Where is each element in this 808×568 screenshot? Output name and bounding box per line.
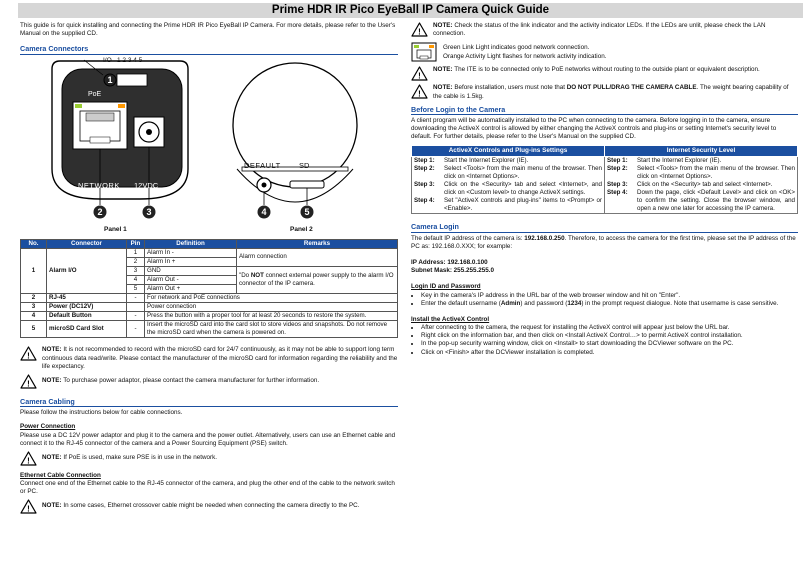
step-label: Step 3: xyxy=(414,181,435,189)
led-legend-text xyxy=(443,43,606,62)
remark-text: "Do xyxy=(239,271,251,279)
remark-bold: NOT xyxy=(250,271,264,279)
cell-connector: Alarm I/O xyxy=(47,248,127,293)
cell-pin: - xyxy=(127,321,145,338)
col-header-definition: Definition xyxy=(145,239,237,248)
cell-def: Power connection xyxy=(145,303,398,312)
cell-no: 2 xyxy=(21,294,47,303)
note-bold-text: DO NOT PULL/DRAG THE CAMERA CABLE xyxy=(566,84,697,92)
cell-no: 4 xyxy=(21,312,47,321)
text-part: Enter the default username ( xyxy=(421,299,501,307)
cell-pin: 3 xyxy=(127,266,145,275)
ethernet-connection-title: Ethernet Cable Connection xyxy=(20,471,101,479)
panel-diagrams xyxy=(20,57,398,223)
default-ip: 192.168.0.250 xyxy=(524,234,565,242)
marker-4-label: 4 xyxy=(261,206,267,217)
step-label: Step 3: xyxy=(607,181,628,189)
cell-pin: 1 xyxy=(127,248,145,257)
table-row xyxy=(21,312,398,321)
step-label: Step 4: xyxy=(414,197,435,205)
sd-label: SD xyxy=(299,160,310,170)
install-activex-title: Install the ActiveX Control xyxy=(411,315,490,323)
section-heading-cabling: Camera Cabling xyxy=(20,397,398,407)
step-text: Start the Internet Explorer (IE). xyxy=(444,156,529,164)
note-cable-weight xyxy=(411,84,798,100)
step-text: Click on the <Security> tab and select <Internet>, and click on <Custom level> to change ActiveX settings. xyxy=(444,181,602,197)
default-label: DEFAULT xyxy=(244,160,281,170)
example-subnet: Subnet Mask: 255.255.255.0 xyxy=(411,267,494,275)
table-row xyxy=(21,248,398,257)
list-item: • Key in the camera's IP address in the URL bar of the web browser window and hit on "Enter". xyxy=(421,292,798,300)
warning-icon xyxy=(20,499,37,514)
table-row xyxy=(21,294,398,303)
table-row xyxy=(21,321,398,338)
warning-icon xyxy=(411,22,428,37)
step-label: Step 2: xyxy=(607,164,628,172)
cell-pin: - xyxy=(127,294,145,303)
install-activex-list xyxy=(421,324,798,357)
io-connector xyxy=(117,74,147,86)
connector-table xyxy=(20,239,398,339)
led-orange-text: Orange Activity Light flashes for network activity indication. xyxy=(443,53,607,61)
note-text: The ITE is to be connected only to PoE networks without routing to the outside plant or equivalent description. xyxy=(452,66,760,74)
led-legend xyxy=(411,42,798,62)
io-pins-label: 1 2 3 4 5 xyxy=(117,56,143,64)
note-ite xyxy=(411,66,798,81)
svg-text:!: ! xyxy=(27,456,30,466)
intro-text: This guide is for quick installing and connecting the Prime HDR IR Pico EyeBall IP Camera. For more details, please refer to the User's Manual on the supplied CD. xyxy=(20,22,396,38)
marker-5-label: 5 xyxy=(304,206,310,217)
section-heading-before-login: Before Login to the Camera xyxy=(411,105,798,115)
cell-no: 3 xyxy=(21,303,47,312)
note-label: NOTE: xyxy=(433,84,453,92)
col-header-security: Internet Security Level xyxy=(605,145,798,156)
note-label: NOTE: xyxy=(42,376,62,384)
step-text: Set "ActiveX controls and plug-ins" items to <Prompt> or <Enable>. xyxy=(444,197,602,213)
note-text: Before installation, users must note that xyxy=(452,84,567,92)
cell-def: Press the button with a proper tool for at least 20 seconds to restore the system. xyxy=(145,312,398,321)
cell-remark xyxy=(237,266,398,293)
list-item xyxy=(421,300,798,308)
list-item: • In the pop-up security warning window, click on <Install> to start downloading the DCViewer software on the PC. xyxy=(421,340,798,348)
security-steps xyxy=(607,157,795,213)
col-header-no: No. xyxy=(21,239,47,248)
marker-3-label: 3 xyxy=(146,206,152,217)
activex-steps-cell xyxy=(412,156,605,213)
cell-pin: 4 xyxy=(127,275,145,284)
section-heading-connectors: Camera Connectors xyxy=(20,44,398,54)
cell-connector: microSD Card Slot xyxy=(47,321,127,338)
network-label: NETWORK xyxy=(78,180,120,190)
note-crossover xyxy=(20,499,398,514)
note-text: In some cases, Ethernet crossover cable might be needed when connecting the camera directly to the PC. xyxy=(61,502,360,510)
warning-icon xyxy=(20,346,37,361)
col-header-pin: Pin xyxy=(127,239,145,248)
step-text: Click on the <Security> tab and select <Internet>. xyxy=(637,181,773,189)
cell-pin: 5 xyxy=(127,285,145,294)
step-label: Step 2: xyxy=(414,164,435,172)
cell-def: Alarm Out + xyxy=(145,285,237,294)
login-id-list xyxy=(421,292,798,308)
step-text: Select <Tools> from the main menu of the browser. Then click on <Internet Options>. xyxy=(444,164,602,181)
svg-text:!: ! xyxy=(418,27,421,37)
connector-panels xyxy=(20,56,398,233)
cell-def: Alarm In - xyxy=(145,248,237,257)
cell-connector: Power (DC12V) xyxy=(47,303,127,312)
note-label: NOTE: xyxy=(42,453,62,461)
step-label: Step 1: xyxy=(414,156,435,164)
text-part: ) in the prompt request dialogue. Note that username is case sensitive. xyxy=(581,299,779,307)
activex-steps xyxy=(414,157,602,213)
note-led-status xyxy=(411,22,798,38)
page-title: Prime HDR IR Pico EyeBall IP Camera Quick Guide xyxy=(18,3,803,18)
led-green-text: Green Link Light indicates good network connection. xyxy=(443,43,590,51)
svg-text:!: ! xyxy=(27,379,30,389)
note-text: . The weight bearing capability of the cable is 1.5kg. xyxy=(433,84,789,100)
cell-def: For network and PoE connections xyxy=(145,294,398,303)
list-item: • After connecting to the camera, the request for installing the ActiveX control will appear just below the URL bar. xyxy=(421,324,798,332)
cabling-intro: Please follow the instructions below for cable connections. xyxy=(20,409,183,417)
poe-label: PoE xyxy=(88,90,102,98)
section-heading-camera-login: Camera Login xyxy=(411,222,798,232)
note-power-adaptor xyxy=(20,374,398,389)
io-label: I/O xyxy=(103,56,112,64)
step-text: Select <Tools> from the main menu of the browser. Then click on <Internet Options>. xyxy=(637,164,795,181)
rj45-led-icon xyxy=(411,42,437,62)
example-ip: IP Address: 192.168.0.100 xyxy=(411,259,488,267)
security-steps-cell xyxy=(605,156,798,213)
col-header-activex: ActiveX Controls and Plug-ins Settings xyxy=(412,145,605,156)
text-part: The default IP address of the camera is: xyxy=(411,234,525,242)
panel-2-caption: Panel 2 xyxy=(290,225,313,233)
warning-icon xyxy=(20,374,37,389)
cell-pin: 2 xyxy=(127,257,145,266)
col-header-connector: Connector xyxy=(47,239,127,248)
ethernet-connection-text: Connect one end of the Ethernet cable to the RJ-45 connector of the camera, and plug the other end of the cable to the network switch or PC. xyxy=(20,480,395,496)
svg-text:!: ! xyxy=(27,504,30,514)
power-connection-title: Power Connection xyxy=(20,423,76,431)
note-poe xyxy=(20,451,398,466)
cell-def: Alarm Out - xyxy=(145,275,237,284)
remark-text: connect external power supply to the alarm I/O connector of the IP camera. xyxy=(239,271,394,287)
default-password: 1234 xyxy=(567,299,582,307)
warning-icon xyxy=(411,84,428,99)
cell-connector: RJ-45 xyxy=(47,294,127,303)
step-label: Step 4: xyxy=(607,189,628,197)
right-column xyxy=(411,22,798,357)
step-label: Step 1: xyxy=(607,156,628,164)
list-item: • Right click on the information bar, and then click on <Install ActiveX Control…> to permit ActiveX control installation. xyxy=(421,332,798,340)
table-row xyxy=(21,303,398,312)
cell-pin xyxy=(127,303,145,312)
panel-1-diagram xyxy=(52,60,188,219)
sd-slot xyxy=(290,181,324,188)
text-part: . Therefore, to access the camera for the first time, please set the IP address of the PC as: 192.168.0.XXX; for example: xyxy=(411,234,796,250)
note-text: If PoE is used, make sure PSE is in use in the network. xyxy=(61,453,217,461)
cell-def: Insert the microSD card into the card slot to store videos and snapshots. Do not remove the microSD card when the camera is powered on. xyxy=(145,321,398,338)
marker-1-label: 1 xyxy=(107,74,113,85)
cell-def: GND xyxy=(145,266,237,275)
svg-text:!: ! xyxy=(418,89,421,99)
note-label: NOTE: xyxy=(433,66,453,74)
power-connection-text: Please use a DC 12V power adaptor and plug it to the camera and the power outlet. Alternatively, users can use an Ethernet cable and connect it to the RJ-45 connector of the camera and a Power Sourcing Equipment (PSE) switch. xyxy=(20,431,396,447)
dc-label: 12VDC xyxy=(134,180,159,190)
cell-no: 5 xyxy=(21,321,47,338)
note-label: NOTE: xyxy=(42,346,62,354)
note-text: Check the status of the link indicator and the activity indicator LEDs. If the LEDs are unlit, please check the LAN connection. xyxy=(433,22,766,38)
warning-icon xyxy=(20,451,37,466)
panel-2-diagram xyxy=(233,63,357,219)
note-label: NOTE: xyxy=(42,502,62,510)
note-text: It is not recommended to record with the microSD card for 24/7 continuously, as it may not be able to support long term continuous data read/write. Please contact the manufacturer of the microSD card for information regarding the reliability and the life expectancy. xyxy=(42,346,398,370)
note-microsd xyxy=(20,346,398,371)
cell-connector: Default Button xyxy=(47,312,127,321)
cell-pin: - xyxy=(127,312,145,321)
note-text: To purchase power adaptor, please contact the camera manufacturer for further information. xyxy=(61,376,320,384)
cell-remark: Alarm connection xyxy=(237,248,398,266)
cell-def: Alarm In + xyxy=(145,257,237,266)
cell-no: 1 xyxy=(21,248,47,293)
activex-table xyxy=(411,145,798,215)
step-text: Down the page, click <Default Level> and click on <OK> to confirm the setting. Close the browser window, and open a new one later for accessing the IP camera. xyxy=(637,189,795,213)
text-part: ) and password ( xyxy=(520,299,568,307)
note-label: NOTE: xyxy=(433,22,453,29)
login-id-title: Login ID and Password xyxy=(411,283,481,291)
list-item: • Click on <Finish> after the DCViewer installation is completed. xyxy=(421,349,798,357)
camera-login-text xyxy=(411,235,798,251)
left-column xyxy=(20,22,398,517)
col-header-remarks: Remarks xyxy=(237,239,398,248)
step-text: Start the Internet Explorer (IE). xyxy=(637,156,722,164)
panel-1-caption: Panel 1 xyxy=(104,225,127,233)
warning-icon xyxy=(411,66,428,81)
svg-text:!: ! xyxy=(27,351,30,361)
default-username: Admin xyxy=(500,299,521,307)
svg-text:!: ! xyxy=(418,71,421,81)
before-login-text: A client program will be automatically installed to the PC when connecting to the camera. Before logging in to the camera, ensure downloading the ActiveX control is allowed by either changing the ActiveX controls and plug-ins or setting Internet's security level to default. For further details, please refer to the User's Manual on the supplied CD. xyxy=(411,117,777,141)
marker-2-label: 2 xyxy=(97,206,103,217)
